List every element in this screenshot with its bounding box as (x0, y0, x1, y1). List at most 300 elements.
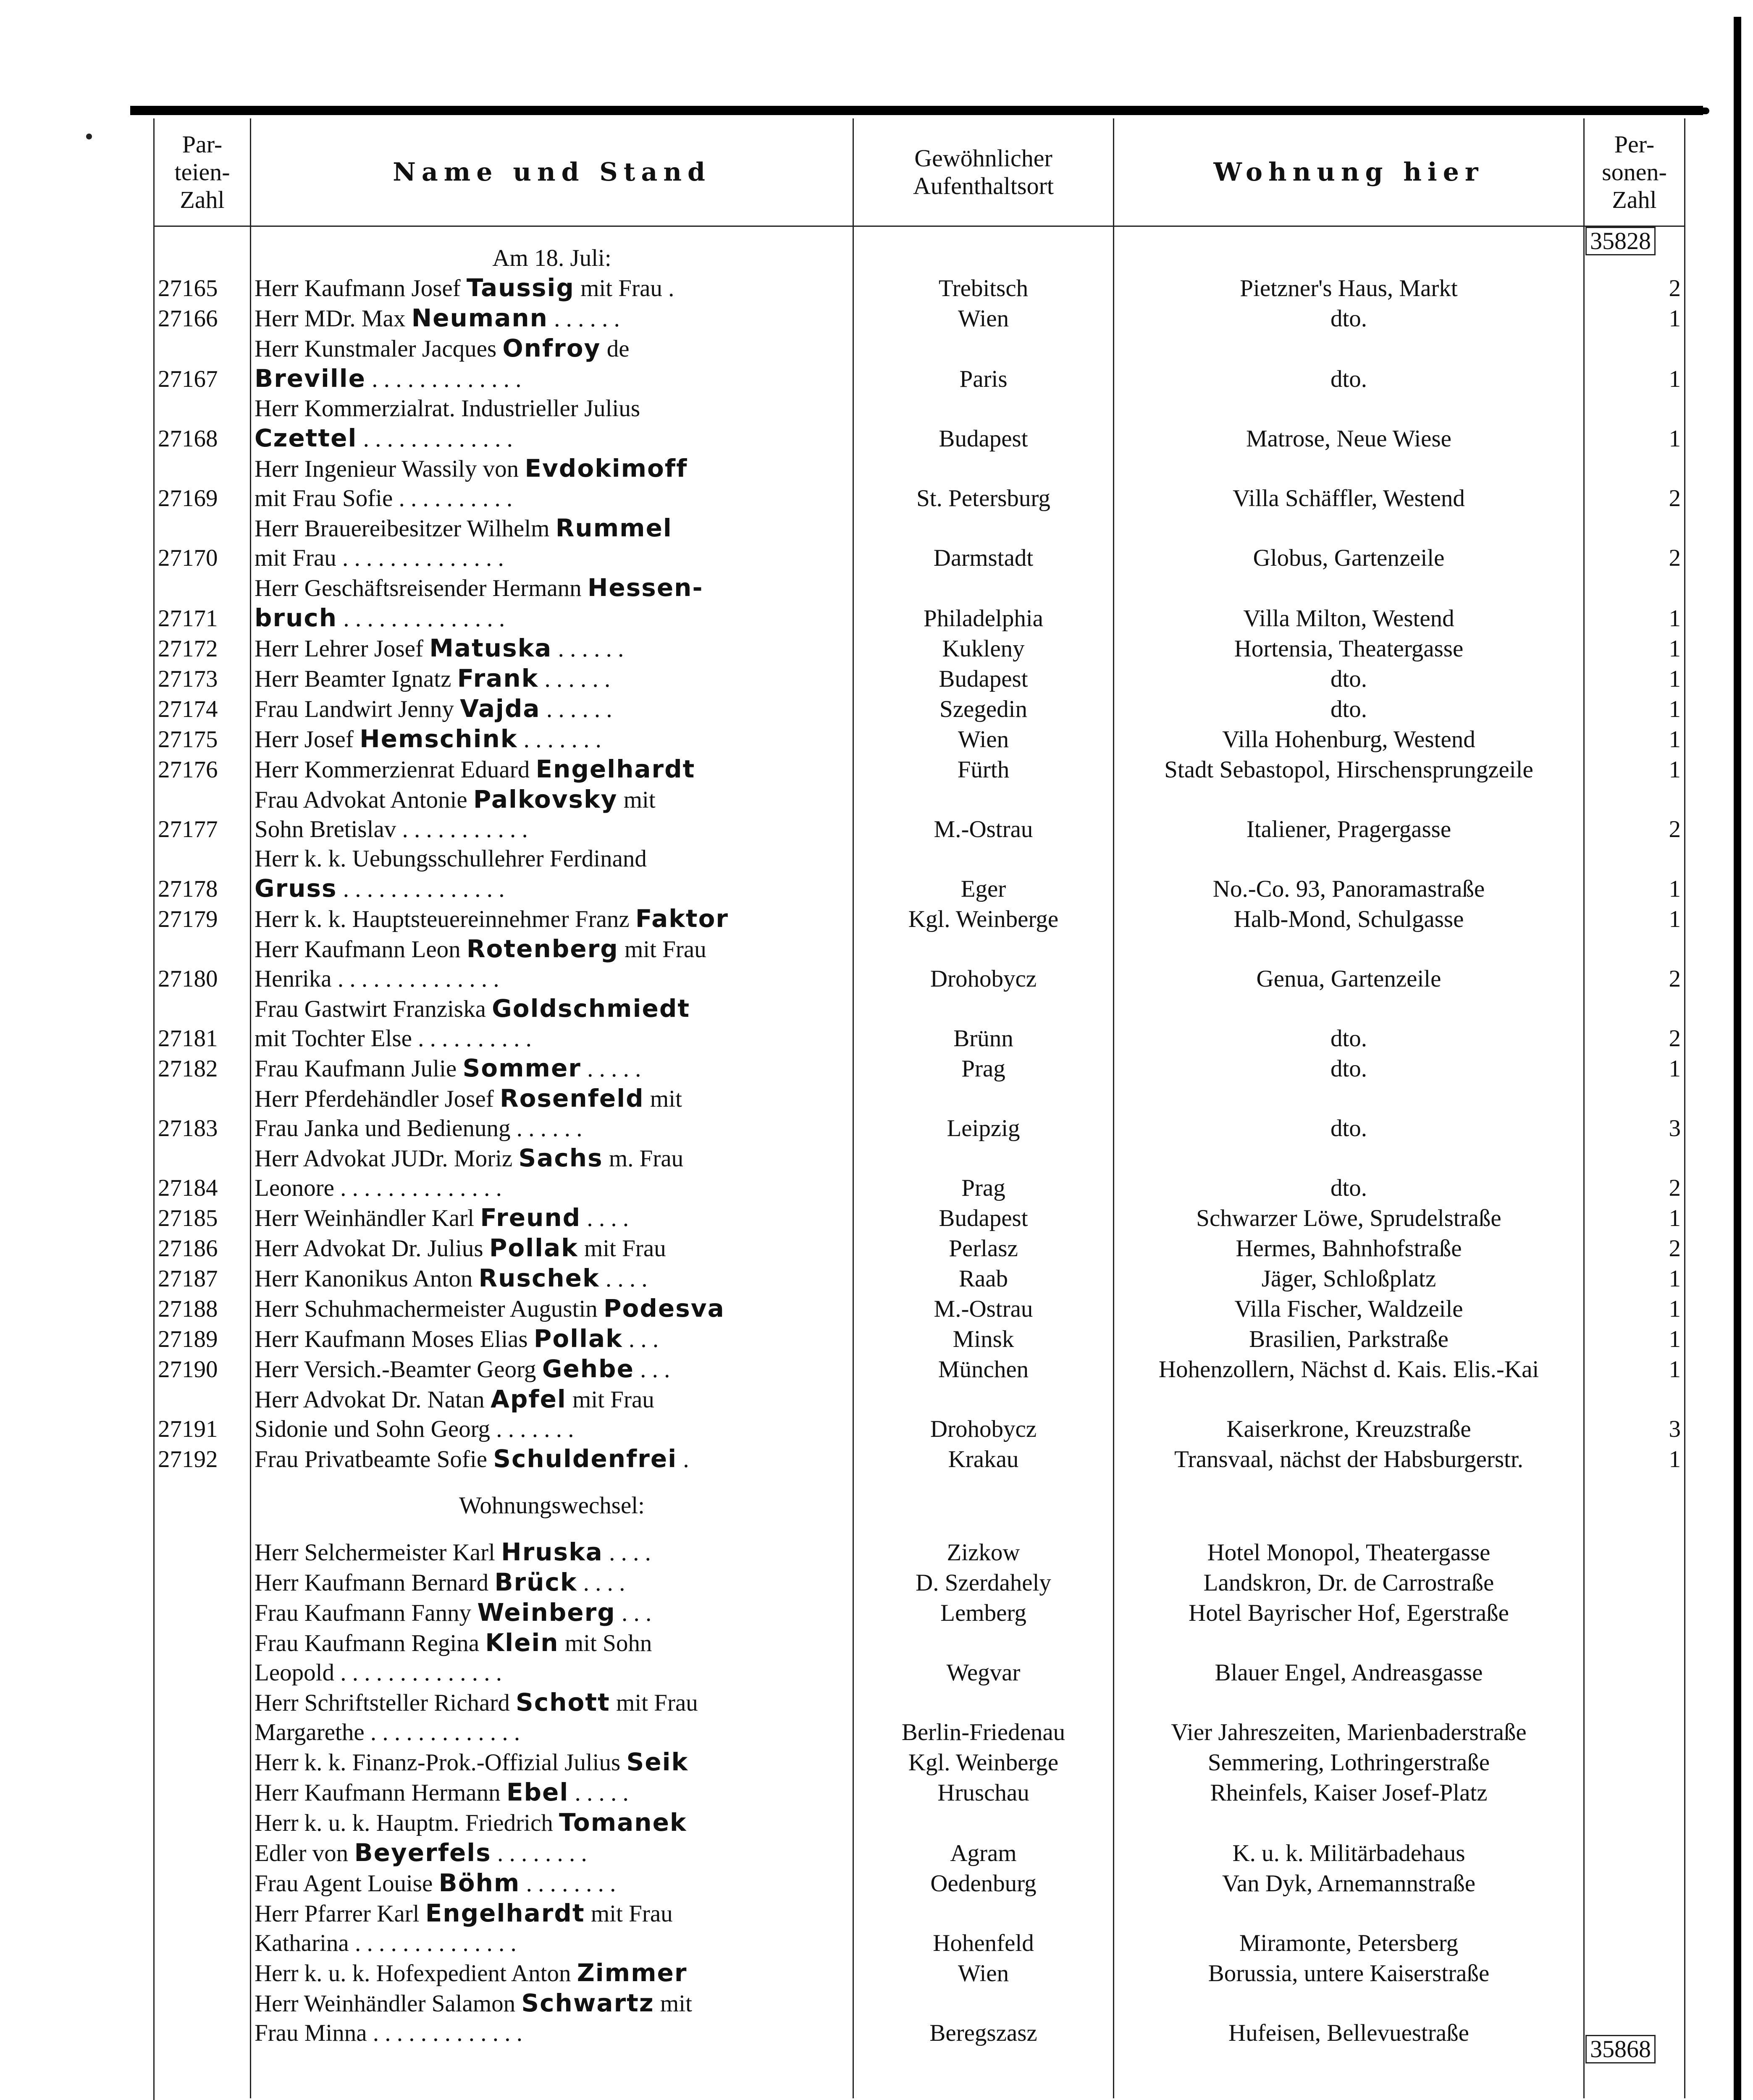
name-text: Margarethe . . . . . . . . . . . . . (255, 1719, 520, 1746)
person-count: 1 (1584, 694, 1685, 724)
local-residence: Villa Schäffler, Westend (1114, 454, 1584, 513)
usual-residence: D. Szerdahely (853, 1567, 1114, 1598)
name-text: Frau Janka und Bedienung . . . . . . (255, 1115, 583, 1142)
name-and-status (251, 1988, 853, 2048)
local-residence: Pietzner's Haus, Markt (1114, 273, 1584, 303)
table-row (154, 513, 1685, 573)
name-text: Herr Kaufmann Bernard (255, 1570, 495, 1596)
table-row (154, 664, 1685, 694)
name-and-status (251, 904, 853, 934)
party-number (154, 1747, 251, 1777)
name-and-status (251, 1868, 853, 1898)
name-suffix: . . . . . (569, 1780, 629, 1806)
name-line (255, 664, 849, 694)
person-count (1584, 1808, 1685, 1868)
person-count: 1 (1584, 394, 1685, 454)
person-count (1584, 1898, 1685, 1958)
name-line (255, 1537, 849, 1567)
local-residence: Jäger, Schloßplatz (1114, 1263, 1584, 1294)
person-count: 1 (1584, 1354, 1685, 1384)
name-text: mit Frau Sofie . . . . . . . . . . (255, 485, 513, 512)
person-count (1584, 1628, 1685, 1688)
person-count: 1 (1584, 333, 1685, 394)
usual-residence: M.-Ostrau (853, 785, 1114, 844)
name-text: Herr Kaufmann Moses Elias (255, 1326, 534, 1352)
usual-residence: Oedenburg (853, 1868, 1114, 1898)
table-row (154, 754, 1685, 785)
name-and-status (251, 1598, 853, 1628)
name-and-status (251, 303, 853, 333)
name-and-status (251, 1444, 853, 1474)
party-number: 27165 (154, 273, 251, 303)
name-text: Sohn Bretislav . . . . . . . . . . . (255, 816, 528, 843)
local-residence: dto. (1114, 333, 1584, 394)
name-text: Herr Kommerzienrat Eduard (255, 756, 536, 783)
local-residence: Borussia, untere Kaiserstraße (1114, 1958, 1584, 1988)
name-and-status (251, 694, 853, 724)
surname: Sachs (518, 1144, 603, 1172)
name-text: Herr Pfarrer Karl (255, 1900, 425, 1927)
name-line (255, 1929, 849, 1958)
name-and-status (251, 785, 853, 844)
surname: Onfroy (502, 334, 601, 362)
name-suffix: mit (654, 1990, 692, 2017)
party-number: 27187 (154, 1263, 251, 1294)
name-line (255, 1354, 849, 1384)
person-count: 2 (1584, 1143, 1685, 1203)
surname: Palkovsky (473, 785, 618, 814)
local-residence: Schwarzer Löwe, Sprudelstraße (1114, 1203, 1584, 1233)
name-line (255, 1628, 849, 1658)
person-count (1584, 1567, 1685, 1598)
usual-residence: Minsk (853, 1324, 1114, 1354)
person-count: 2 (1584, 513, 1685, 573)
name-suffix: . . . . . (581, 1055, 641, 1082)
table-row (154, 1688, 1685, 1747)
guest-register-table (153, 118, 1685, 2098)
local-residence: Landskron, Dr. de Carrostraße (1114, 1567, 1584, 1598)
table-row (154, 1598, 1685, 1628)
name-and-status (251, 1808, 853, 1868)
usual-residence: Budapest (853, 394, 1114, 454)
surname: Taussig (466, 273, 575, 302)
name-suffix: mit (617, 787, 656, 813)
local-residence: dto. (1114, 994, 1584, 1053)
top-rule (130, 106, 1703, 115)
name-suffix: mit Frau (585, 1900, 673, 1927)
usual-residence: Budapest (853, 664, 1114, 694)
name-suffix: mit Frau . (574, 275, 674, 302)
name-and-status (251, 513, 853, 573)
name-text: Herr Weinhändler Karl (255, 1205, 480, 1231)
local-residence: dto. (1114, 1084, 1584, 1143)
table-row (154, 1444, 1685, 1474)
name-text: Katharina . . . . . . . . . . . . . . (255, 1930, 517, 1956)
section-change-heading: Wohnungswechsel: (251, 1491, 853, 1520)
party-number: 27166 (154, 303, 251, 333)
local-residence: Italiener, Pragergasse (1114, 785, 1584, 844)
name-line (255, 724, 849, 754)
surname: Schott (516, 1688, 610, 1717)
table-row (154, 694, 1685, 724)
local-residence: Matrose, Neue Wiese (1114, 394, 1584, 454)
table-row (154, 1324, 1685, 1354)
name-text: Herr k. u. k. Hauptm. Friedrich (255, 1810, 559, 1836)
surname: Ruschek (478, 1264, 600, 1292)
table-row (154, 934, 1685, 994)
name-text: Herr Ingenieur Wassily von (255, 456, 525, 482)
usual-residence: Wegvar (853, 1628, 1114, 1688)
name-and-status (251, 1294, 853, 1324)
name-line (255, 1598, 849, 1628)
name-line (255, 1084, 849, 1114)
name-text: Herr Kunstmaler Jacques (255, 336, 503, 362)
name-line (255, 2019, 849, 2048)
name-and-status (251, 994, 853, 1053)
usual-residence: Zizkow (853, 1537, 1114, 1567)
local-residence: Genua, Gartenzeile (1114, 934, 1584, 994)
person-count (1584, 1747, 1685, 1777)
header-usual-residence: Gewöhnlicher Aufenthaltsort (853, 118, 1114, 226)
local-residence: Hortensia, Theatergasse (1114, 633, 1584, 664)
section-arrivals-heading: Am 18. Juli: (251, 244, 853, 273)
surname: Apfel (490, 1385, 567, 1413)
surname: Schuldenfrei (493, 1444, 677, 1473)
party-number: 27174 (154, 694, 251, 724)
usual-residence: Trebitsch (853, 273, 1114, 303)
usual-residence: Drohobycz (853, 934, 1114, 994)
local-residence: Halb-Mond, Schulgasse (1114, 904, 1584, 934)
name-suffix: . . . . . . . . . . . . . . (337, 605, 505, 632)
surname: Pollak (533, 1324, 623, 1353)
name-line (255, 874, 849, 904)
page-edge-border (1734, 17, 1741, 2100)
name-text: Herr k. k. Hauptsteuereinnehmer Franz (255, 906, 635, 932)
surname: Weinberg (477, 1598, 616, 1627)
surname: Tomanek (559, 1808, 687, 1837)
usual-residence: Wien (853, 724, 1114, 754)
name-line (255, 394, 849, 423)
surname: Evdokimoff (525, 454, 688, 483)
usual-residence: Budapest (853, 1203, 1114, 1233)
name-line (255, 513, 849, 543)
person-count: 1 (1584, 1294, 1685, 1324)
name-line (255, 484, 849, 513)
usual-residence: Kgl. Weinberge (853, 1747, 1114, 1777)
party-number: 27167 (154, 333, 251, 394)
name-suffix: . . . . . . (548, 305, 620, 332)
name-line (255, 633, 849, 664)
name-text: Frau Gastwirt Franziska (255, 996, 492, 1022)
party-number (154, 1988, 251, 2048)
surname: Freund (480, 1203, 581, 1232)
local-residence: Globus, Gartenzeile (1114, 513, 1584, 573)
usual-residence: Prag (853, 1143, 1114, 1203)
name-suffix: de (601, 336, 630, 362)
name-and-status (251, 1537, 853, 1567)
surname: Gruss (255, 874, 337, 903)
usual-residence: Wien (853, 303, 1114, 333)
local-residence: Rheinfels, Kaiser Josef-Platz (1114, 1777, 1584, 1808)
name-line (255, 1958, 849, 1988)
table-row (154, 994, 1685, 1053)
name-line (255, 1263, 849, 1294)
person-count: 1 (1584, 1444, 1685, 1474)
left-rule-stub (153, 2058, 155, 2100)
name-text: Herr Kaufmann Hermann (255, 1780, 506, 1806)
party-number: 27170 (154, 513, 251, 573)
local-residence: Kaiserkrone, Kreuzstraße (1114, 1384, 1584, 1444)
name-text: Frau Kaufmann Julie (255, 1055, 463, 1082)
name-text: Frau Kaufmann Fanny (255, 1600, 478, 1626)
table-row (154, 1567, 1685, 1598)
table-row (154, 1053, 1685, 1084)
name-line (255, 603, 849, 633)
name-text: mit Frau . . . . . . . . . . . . . . (255, 545, 504, 571)
local-residence: dto. (1114, 694, 1584, 724)
surname: Vajda (460, 694, 541, 723)
filler-row (154, 2048, 1685, 2098)
person-count: 2 (1584, 1233, 1685, 1263)
name-line (255, 423, 849, 454)
table-row (154, 724, 1685, 754)
name-line (255, 1898, 849, 1929)
name-and-status (251, 633, 853, 664)
table-row (154, 333, 1685, 394)
person-count (1584, 1598, 1685, 1628)
party-number: 27180 (154, 934, 251, 994)
table-row (154, 1384, 1685, 1444)
local-residence: Blauer Engel, Andreasgasse (1114, 1628, 1584, 1688)
surname: Brück (494, 1568, 577, 1596)
name-text: Herr Josef (255, 726, 360, 753)
local-residence: Hufeisen, Bellevuestraße (1114, 1988, 1584, 2048)
name-suffix: . . . . . . . . (491, 1840, 587, 1866)
surname: Rotenberg (466, 934, 619, 963)
party-number: 27169 (154, 454, 251, 513)
name-suffix: . . . (622, 1326, 659, 1352)
table-row (154, 1537, 1685, 1567)
surname: Faktor (635, 904, 729, 933)
name-text: Herr Kaufmann Josef (255, 275, 467, 302)
header-party-number: Par- teien- Zahl (154, 118, 251, 226)
carry-forward-count: 35828 (1585, 227, 1656, 255)
name-line (255, 1415, 849, 1444)
name-suffix: . (677, 1446, 689, 1473)
name-line (255, 904, 849, 934)
surname: Böhm (438, 1869, 520, 1897)
name-text: Herr k. k. Finanz-Prok.-Offizial Julius (255, 1749, 627, 1776)
usual-residence: Leipzig (853, 1084, 1114, 1143)
name-text: Leonore . . . . . . . . . . . . . . (255, 1175, 502, 1201)
local-residence: Hotel Bayrischer Hof, Egerstraße (1114, 1598, 1584, 1628)
name-line (255, 1718, 849, 1747)
name-text: Herr Kommerzialrat. Industrieller Julius (255, 395, 640, 422)
name-suffix: . . . (634, 1356, 670, 1383)
name-line (255, 543, 849, 573)
name-suffix: . . . . . . (552, 635, 624, 662)
name-suffix: mit Frau (610, 1690, 698, 1716)
party-number: 27183 (154, 1084, 251, 1143)
name-suffix: . . . . . . . . (520, 1870, 616, 1897)
party-number: 27177 (154, 785, 251, 844)
name-line (255, 1024, 849, 1053)
party-number: 27186 (154, 1233, 251, 1263)
name-suffix: m. Frau (603, 1145, 684, 1172)
name-line (255, 785, 849, 815)
header-row (154, 118, 1685, 226)
name-suffix: mit Sohn (559, 1630, 652, 1656)
local-residence: No.-Co. 93, Panoramastraße (1114, 844, 1584, 904)
surname: Engelhardt (535, 755, 695, 783)
name-text: Herr Versich.-Beamter Georg (255, 1356, 542, 1383)
header-name-status: Name und Stand (251, 118, 853, 226)
table-row (154, 633, 1685, 664)
usual-residence: Perlasz (853, 1233, 1114, 1263)
name-line (255, 754, 849, 785)
local-residence: dto. (1114, 1143, 1584, 1203)
usual-residence: Drohobycz (853, 1384, 1114, 1444)
surname: Frank (457, 664, 539, 693)
name-line (255, 364, 849, 394)
usual-residence: Philadelphia (853, 573, 1114, 633)
surname: Pollak (489, 1234, 578, 1262)
name-text: Herr Kaufmann Leon (255, 936, 467, 963)
person-count: 2 (1584, 994, 1685, 1053)
local-residence: Stadt Sebastopol, Hirschensprungzeile (1114, 754, 1584, 785)
name-suffix: . . . . (577, 1570, 625, 1596)
usual-residence: Kukleny (853, 633, 1114, 664)
name-line (255, 1324, 849, 1354)
name-line (255, 1053, 849, 1084)
party-number: 27173 (154, 664, 251, 694)
person-count: 1 (1584, 1203, 1685, 1233)
person-count: 2 (1584, 454, 1685, 513)
spacer-row (154, 1520, 1685, 1537)
local-residence: Semmering, Lothringerstraße (1114, 1747, 1584, 1777)
party-number (154, 1628, 251, 1688)
name-suffix: . . . (615, 1600, 652, 1626)
person-count: 1 (1584, 633, 1685, 664)
surname: Engelhardt (425, 1899, 585, 1927)
local-residence: Hohenzollern, Nächst d. Kais. Elis.-Kai (1114, 1354, 1584, 1384)
local-residence: Villa Hohenburg, Westend (1114, 724, 1584, 754)
name-line (255, 994, 849, 1024)
person-count: 1 (1584, 664, 1685, 694)
table-row (154, 1808, 1685, 1868)
local-residence: Van Dyk, Arnemannstraße (1114, 1868, 1584, 1898)
surname: bruch (255, 604, 338, 632)
person-count: 1 (1584, 724, 1685, 754)
name-suffix: mit Frau (618, 936, 706, 963)
table-row (154, 1294, 1685, 1324)
name-suffix: mit (644, 1086, 682, 1112)
local-residence: dto. (1114, 303, 1584, 333)
surname: Matuska (429, 634, 552, 662)
surname: Sommer (462, 1054, 581, 1082)
name-text: Herr Weinhändler Salamon (255, 1990, 522, 2017)
name-and-status (251, 573, 853, 633)
name-and-status (251, 724, 853, 754)
table-row (154, 785, 1685, 844)
party-number: 27168 (154, 394, 251, 454)
name-text: Herr Selchermeister Karl (255, 1539, 501, 1566)
table-row (154, 454, 1685, 513)
name-suffix: . . . . . . . (517, 726, 601, 753)
name-suffix: . . . . . . . . . . . . . (357, 425, 513, 452)
name-suffix: . . . . (603, 1539, 651, 1566)
register-table-wrap (153, 118, 1684, 2100)
person-count (1584, 1868, 1685, 1898)
person-count: 1 (1584, 1324, 1685, 1354)
usual-residence: Lemberg (853, 1598, 1114, 1628)
header-local-residence: Wohnung hier (1114, 118, 1584, 226)
local-residence: Villa Milton, Westend (1114, 573, 1584, 633)
name-line (255, 1567, 849, 1598)
table-row (154, 1958, 1685, 1988)
local-residence: Hotel Monopol, Theatergasse (1114, 1537, 1584, 1567)
name-text: Frau Minna . . . . . . . . . . . . . (255, 2020, 523, 2046)
name-and-status (251, 1354, 853, 1384)
person-count (1584, 1537, 1685, 1567)
person-count: 1 (1584, 1053, 1685, 1084)
name-and-status (251, 1958, 853, 1988)
name-text: Frau Kaufmann Regina (255, 1630, 485, 1656)
party-number (154, 1808, 251, 1868)
name-and-status (251, 934, 853, 994)
person-count (1584, 1688, 1685, 1747)
table-row (154, 1084, 1685, 1143)
person-count: 1 (1584, 1263, 1685, 1294)
name-line (255, 1688, 849, 1718)
name-line (255, 934, 849, 964)
name-line (255, 1444, 849, 1474)
party-number (154, 1777, 251, 1808)
name-and-status (251, 754, 853, 785)
usual-residence: Krakau (853, 1444, 1114, 1474)
usual-residence: Raab (853, 1263, 1114, 1294)
name-and-status (251, 1084, 853, 1143)
person-count (1584, 1777, 1685, 1808)
party-number: 27184 (154, 1143, 251, 1203)
name-suffix: . . . . (581, 1205, 629, 1231)
surname: Podesva (604, 1294, 725, 1323)
name-and-status (251, 1777, 853, 1808)
person-count: 2 (1584, 785, 1685, 844)
name-text: Herr Beamter Ignatz (255, 666, 457, 692)
name-text: mit Tochter Else . . . . . . . . . . (255, 1025, 532, 1052)
spacer-row (154, 1474, 1685, 1491)
name-and-status (251, 844, 853, 904)
name-line (255, 454, 849, 484)
party-number (154, 1598, 251, 1628)
table-row (154, 1777, 1685, 1808)
header-person-count: Per- sonen- Zahl (1584, 118, 1685, 226)
name-text: Herr Kanonikus Anton (255, 1265, 479, 1292)
name-and-status (251, 1203, 853, 1233)
name-and-status (251, 1628, 853, 1688)
name-line (255, 1658, 849, 1688)
name-suffix: mit Frau (578, 1235, 666, 1262)
name-and-status (251, 394, 853, 454)
party-number: 27190 (154, 1354, 251, 1384)
local-residence: K. u. k. Militärbadehaus (1114, 1808, 1584, 1868)
table-row (154, 273, 1685, 303)
party-number: 27181 (154, 994, 251, 1053)
name-text: Herr Advokat Dr. Natan (255, 1386, 491, 1413)
usual-residence: Brünn (853, 994, 1114, 1053)
name-line (255, 844, 849, 874)
